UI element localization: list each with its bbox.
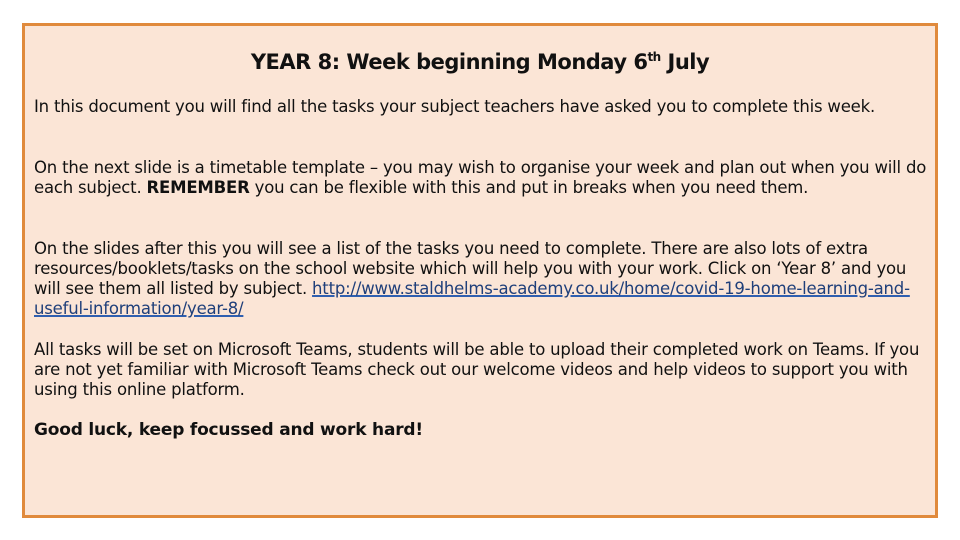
- timetable-paragraph: [34, 158, 934, 198]
- title-ordinal-suffix: th: [647, 50, 661, 64]
- timetable-text-continued: you can be flexible with this and put in breaks when you need them.: [249, 178, 809, 197]
- title-month: July: [660, 50, 710, 74]
- page-title: [25, 50, 935, 74]
- resources-paragraph: [34, 239, 934, 319]
- resources-text: On the slides after this you will see a list of the tasks you need to complete. There are also lots of extra resources/booklets/tasks on the school website which will help you with your work. Click on ‘Year 8’ and you will see them all listed by subject.: [34, 239, 907, 298]
- closing-message: Good luck, keep focussed and work hard!: [34, 420, 423, 440]
- title-text: YEAR 8: Week beginning Monday 6: [250, 50, 648, 74]
- teams-paragraph: All tasks will be set on Microsoft Teams, students will be able to upload their completed work on Teams. If you are not yet familiar with Microsoft Teams check out our welcome videos and help videos to support you with using this online platform.: [34, 340, 920, 399]
- year-8-resources-link[interactable]: http://www.staldhelms-academy.co.uk/home/covid-19-home-learning-and-useful-information/year-8/: [34, 279, 910, 318]
- content-panel: [22, 23, 938, 518]
- remember-emphasis: REMEMBER: [146, 178, 250, 197]
- timetable-text: On the next slide is a timetable template – you may wish to organise your week and plan out when you will do each subject.: [34, 158, 927, 197]
- intro-paragraph: In this document you will find all the tasks your subject teachers have asked you to complete this week.: [34, 97, 876, 116]
